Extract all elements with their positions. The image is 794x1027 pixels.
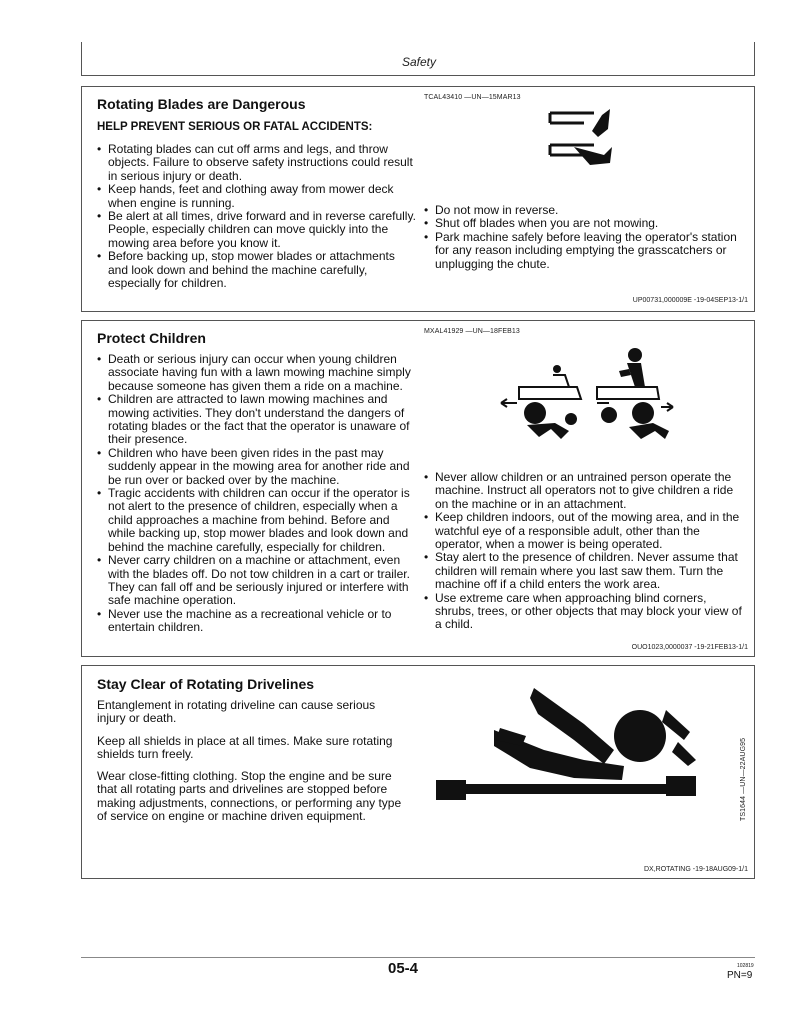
section-rotating-blades — [81, 86, 755, 312]
section-title: Stay Clear of Rotating Drivelines — [97, 676, 315, 692]
section-subheading: HELP PREVENT SERIOUS OR FATAL ACCIDENTS: — [97, 121, 373, 133]
right-bullet-list — [424, 471, 744, 632]
list-item: • Children who have been given rides in the past may suddenly appear in the mowing area for another ride and be run over or backed over by the machine. — [97, 447, 417, 487]
list-item: • Before backing up, stop mower blades or attachments and look down and behind the machine carefully, especially for children. — [97, 250, 417, 290]
list-item: • Keep hands, feet and clothing away from mower deck when engine is running. — [97, 183, 417, 210]
footer-code: OUO1023,0000037 -19-21FEB13-1/1 — [631, 644, 748, 651]
list-item: • Stay alert to the presence of children. Never assume that children will remain where you last saw them. Turn the machine off if a child enters the work area. — [424, 551, 744, 591]
right-bullet-list — [424, 204, 744, 271]
list-item: • Do not mow in reverse. — [424, 204, 744, 217]
footer-code: UP00731,000009E -19-04SEP13-1/1 — [632, 297, 748, 304]
small-code: 102819 — [737, 963, 754, 969]
page-footer-rule — [81, 957, 755, 958]
footer-code: DX,ROTATING -19-18AUG09-1/1 — [644, 866, 748, 873]
image-reference: MXAL41929 —UN—18FEB13 — [424, 328, 520, 335]
paragraph: Keep all shields in place at all times. Make sure rotating shields turn freely. — [97, 734, 393, 762]
section-rotating-drivelines — [81, 665, 755, 879]
left-bullet-list — [97, 353, 417, 635]
list-item: • Rotating blades can cut off arms and legs, and throw objects. Failure to observe safety instructions could result in serious injury or death. — [97, 143, 417, 183]
list-item: • Keep children indoors, out of the mowing area, and in the watchful eye of a responsible adult, other than the operator, when a mower is being operated. — [424, 511, 744, 551]
list-item: • Children are attracted to lawn mowing machines and mowing activities. They don't understand the dangers of rotating blades or the fact that the operator is unaware of their presence. — [97, 393, 417, 447]
section-title: Protect Children — [97, 330, 206, 346]
list-item: • Never use the machine as a recreational vehicle or to entertain children. — [97, 608, 417, 635]
pn-label: PN=9 — [727, 970, 753, 981]
paragraph: Wear close-fitting clothing. Stop the engine and be sure that all rotating parts and drivelines are stopped before making adjustments, connections, or performing any type of service on engine or machine driven equipment. — [97, 769, 402, 824]
left-bullet-list — [97, 143, 417, 290]
section-protect-children — [81, 320, 755, 657]
rotating-blade-hand-foot-warning-icon — [544, 107, 624, 171]
list-item: • Use extreme care when approaching blind corners, shrubs, trees, or other objects that may block your view of a child. — [424, 592, 744, 632]
list-item: • Be alert at all times, drive forward and in reverse carefully. People, especially children can move quickly into the mowing area before you know it. — [97, 210, 417, 250]
image-reference: TS1644 —UN—22AUG95 — [740, 737, 747, 821]
list-item: • Tragic accidents with children can occur if the operator is not alert to the presence of children, especially when a child approaches a machine from behind. Before and while backing up, stop mower blades and look down and behind the machine carefully, especially for children. — [97, 487, 417, 554]
section-title: Rotating Blades are Dangerous — [97, 96, 306, 112]
header-box — [81, 42, 755, 76]
list-item: • Death or serious injury can occur when young children associate having fun with a lawn mowing machine simply because someone has given them a ride on a machine. — [97, 353, 417, 393]
list-item: • Shut off blades when you are not mowing. — [424, 217, 744, 230]
list-item: • Park machine safely before leaving the operator's station for any reason including emptying the grasscatchers or unplugging the chute. — [424, 231, 744, 271]
image-reference: TCAL43410 —UN—15MAR13 — [424, 94, 521, 101]
paragraph: Entanglement in rotating driveline can cause serious injury or death. — [97, 698, 376, 726]
list-item: • Never carry children on a machine or attachment, even with the blades off. Do not tow children in a cart or trailer. They can fall off and be seriously injured or interfere with safe machine operation. — [97, 554, 417, 608]
driveline-entanglement-figure-icon — [434, 680, 698, 820]
page-number: 05-4 — [388, 960, 419, 977]
header-title: Safety — [401, 55, 436, 69]
list-item: • Never allow children or an untrained person operate the machine. Instruct all operators not to give children a ride on the machine or in an attachment. — [424, 471, 744, 511]
riding-mower-operators-illustration — [497, 347, 677, 443]
